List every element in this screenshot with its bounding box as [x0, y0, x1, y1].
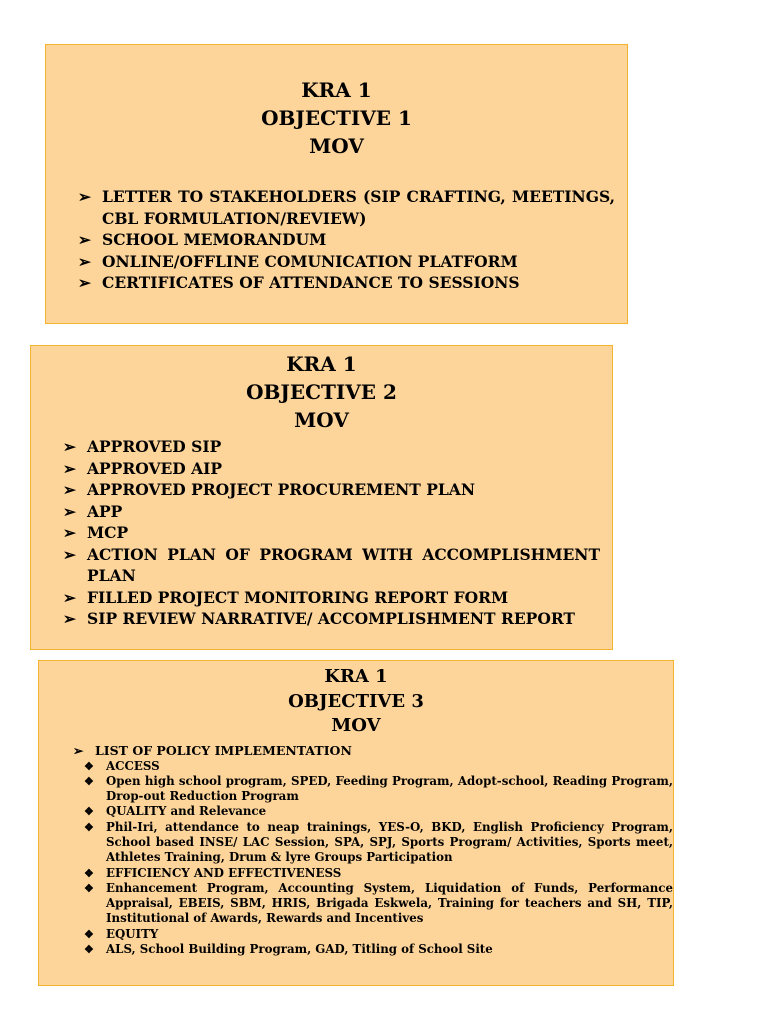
list-item: [78, 229, 615, 251]
list-item-text: ONLINE/OFFLINE COMUNICATION PLATFORM: [102, 251, 518, 271]
objective-2-mov-list: [31, 436, 612, 630]
list-item: [63, 587, 600, 609]
objective-2-box: [30, 345, 613, 650]
sub-list-item-text: EFFICIENCY AND EFFECTIVENESS: [106, 865, 342, 880]
objective-title: OBJECTIVE 3: [288, 690, 424, 712]
list-item: [73, 743, 663, 759]
arrow-bullet-icon: ➢: [63, 437, 76, 456]
diamond-bullet-icon: ❖: [84, 943, 94, 957]
sub-list-item-text: QUALITY and Relevance: [106, 804, 267, 819]
arrow-bullet-icon: ➢: [63, 523, 76, 542]
list-item-text: SIP REVIEW NARRATIVE/ ACCOMPLISHMENT REPORT: [87, 609, 575, 628]
list-item: [78, 251, 615, 273]
sub-list-item: [84, 927, 673, 942]
objective-title: OBJECTIVE 2: [246, 380, 397, 404]
list-item-text: APP: [87, 501, 123, 521]
objective-3-heading: [39, 661, 673, 739]
objective-1-box: [45, 44, 628, 324]
objective-title: OBJECTIVE 1: [261, 106, 412, 130]
sub-list-item: [84, 942, 673, 957]
arrow-bullet-icon: ➢: [63, 480, 76, 499]
list-item: [63, 544, 600, 587]
sub-list-item: [84, 759, 673, 774]
kra-title: KRA 1: [324, 666, 388, 687]
list-item: [63, 608, 600, 630]
kra-title: KRA 1: [286, 352, 357, 376]
arrow-bullet-icon: ➢: [63, 544, 76, 564]
arrow-bullet-icon: ➢: [63, 587, 76, 607]
list-item-text: CERTIFICATES OF ATTENDANCE TO SESSIONS: [102, 273, 520, 292]
arrow-bullet-icon: ➢: [78, 187, 91, 206]
list-item-text: MCP: [87, 523, 129, 542]
list-item: [63, 458, 600, 480]
diamond-bullet-icon: ❖: [84, 927, 94, 941]
list-item: [63, 479, 600, 501]
sub-list-item-text: Phil-Iri, attendance to neap trainings, YES-O, BKD, English Proficiency Program, School based INSE/ LAC Session, SPA, SPJ, Sports Program/ Activities, Sports meet, Athletes Training, Drum & lyre Groups Participation: [106, 819, 673, 865]
diamond-bullet-icon: ❖: [84, 820, 94, 834]
list-item-text: ACTION PLAN OF PROGRAM WITH ACCOMPLISHMENT PLAN: [87, 544, 600, 585]
objective-1-mov-list: [46, 186, 627, 294]
sub-list-item: [84, 774, 673, 805]
list-item: [63, 522, 600, 544]
arrow-bullet-icon: ➢: [63, 501, 76, 521]
objective-2-heading: [31, 346, 612, 434]
arrow-bullet-icon: ➢: [63, 458, 76, 478]
mov-title: MOV: [331, 715, 381, 736]
list-item-text: LETTER TO STAKEHOLDERS (SIP CRAFTING, MEETINGS, CBL FORMULATION/REVIEW): [102, 187, 615, 228]
list-item-text: SCHOOL MEMORANDUM: [102, 230, 327, 249]
sub-list-item-text: ACCESS: [106, 758, 160, 773]
arrow-bullet-icon: ➢: [73, 742, 84, 758]
list-item: [63, 436, 600, 458]
policy-implementation-sublist: [39, 759, 673, 958]
objective-3-mov-list: [39, 743, 673, 759]
sub-list-item: [84, 804, 673, 819]
diamond-bullet-icon: ❖: [84, 805, 94, 819]
diamond-bullet-icon: ❖: [84, 866, 94, 880]
arrow-bullet-icon: ➢: [63, 609, 76, 628]
arrow-bullet-icon: ➢: [78, 251, 91, 271]
sub-list-item-text: EQUITY: [106, 926, 159, 941]
arrow-bullet-icon: ➢: [78, 230, 91, 249]
list-item-text: APPROVED SIP: [87, 437, 222, 456]
kra-title: KRA 1: [301, 78, 372, 102]
sub-list-item: [84, 820, 673, 866]
arrow-bullet-icon: ➢: [78, 273, 91, 292]
list-item: [78, 186, 615, 229]
mov-title: MOV: [294, 408, 349, 432]
diamond-bullet-icon: ❖: [84, 881, 94, 895]
list-item: [78, 272, 615, 294]
mov-title: MOV: [309, 134, 364, 158]
list-item-text: APPROVED PROJECT PROCUREMENT PLAN: [87, 480, 475, 499]
list-item-text: FILLED PROJECT MONITORING REPORT FORM: [87, 587, 509, 607]
diamond-bullet-icon: ❖: [84, 774, 94, 788]
sub-list-item-text: Enhancement Program, Accounting System, Liquidation of Funds, Performance Appraisal, EBEIS, SBM, HRIS, Brigada Eskwela, Training for teachers and SH, TIP, Institutional of Awards, Rewards and Incentives: [106, 880, 673, 926]
sub-list-item-text: Open high school program, SPED, Feeding Program, Adopt-school, Reading Program, Drop-out Reduction Program: [106, 773, 673, 804]
sub-list-item: [84, 881, 673, 927]
list-item-text: APPROVED AIP: [87, 458, 223, 478]
sub-list-item: [84, 866, 673, 881]
list-item-text: LIST OF POLICY IMPLEMENTATION: [95, 742, 352, 758]
diamond-bullet-icon: ❖: [84, 759, 94, 773]
sub-list-item-text: ALS, School Building Program, GAD, Titling of School Site: [106, 942, 493, 957]
list-item: [63, 501, 600, 523]
objective-1-heading: [46, 45, 627, 160]
objective-3-box: [38, 660, 674, 986]
